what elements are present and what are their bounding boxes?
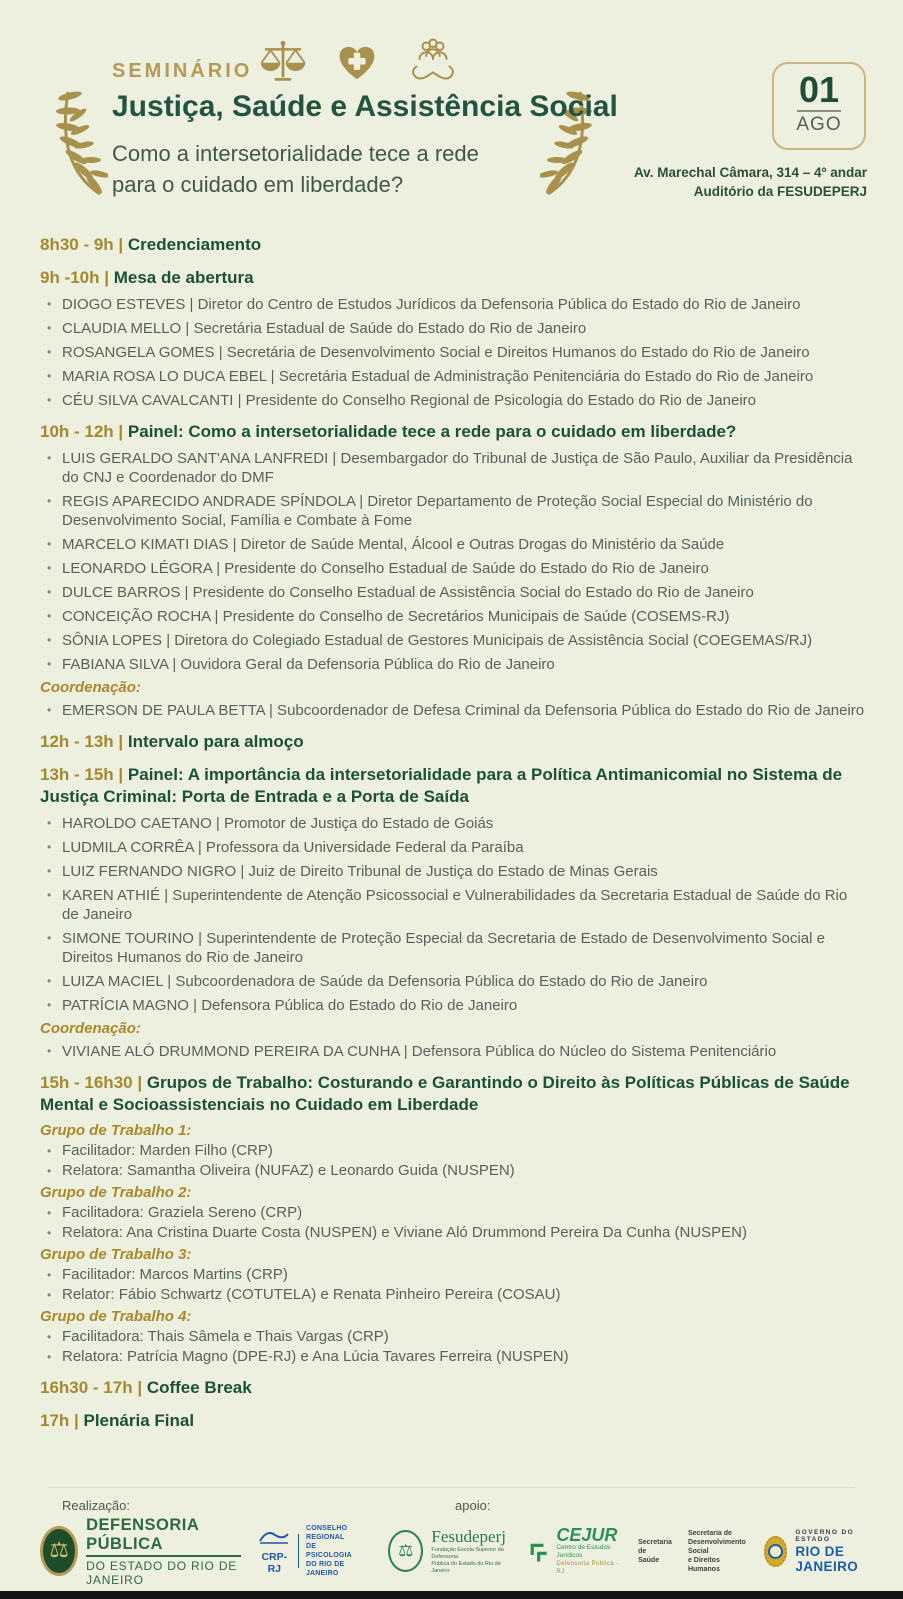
schedule-section-header	[40, 267, 867, 289]
footer-logos	[40, 1515, 879, 1587]
realization-label: Realização:	[62, 1498, 130, 1513]
speaker-item: • DIOGO ESTEVES | Diretor do Centro de Estudos Jurídicos da Defensoria Pública do Estado do Rio de Janeiro	[40, 295, 867, 314]
secretaria-saude-line-1: Secretaria de	[638, 1538, 672, 1555]
date-badge	[772, 62, 866, 150]
speaker-item: • REGIS APARECIDO ANDRADE SPÍNDOLA | Diretor Departamento de Proteção Social Especial do Ministério do Desenvolvimento Social, Família e Combate à Fome	[40, 492, 867, 530]
section-title: Plenária Final	[83, 1411, 195, 1430]
speaker-item: • Relatora: Ana Cristina Duarte Costa (NUSPEN) e Viviane Aló Drummond Pereira Da Cunha (NUSPEN)	[40, 1224, 867, 1242]
cejur-name: CEJUR	[556, 1525, 618, 1545]
speaker-item: • Relatora: Patrícia Magno (DPE-RJ) e Ana Lúcia Tavares Ferreira (NUSPEN)	[40, 1348, 867, 1366]
section-time: 15h - 16h30	[40, 1073, 133, 1092]
crp-line-2: DE PSICOLOGIA	[305, 1543, 352, 1559]
section-title: Grupos de Trabalho: Costurando e Garantindo o Direito às Políticas Públicas de Saúde Mental e Socioassistenciais no Cuidado em Liberdade	[40, 1073, 850, 1114]
fesudeperj-name: Fesudeperj	[431, 1527, 506, 1546]
secretaria-desenv-line-2: Desenvolvimento Social	[687, 1538, 746, 1555]
section-time: 13h - 15h	[40, 765, 114, 784]
schedule-section-header	[40, 1377, 867, 1399]
schedule-section-header	[40, 234, 867, 256]
speaker-item: • FABIANA SILVA | Ouvidora Geral da Defensoria Pública do Rio de Janeiro	[40, 655, 867, 674]
speaker-list	[40, 1204, 867, 1242]
speaker-item: • Facilitadora: Thais Sâmela e Thais Vargas (CRP)	[40, 1328, 867, 1346]
section-title: Painel: Como a intersetorialidade tece a rede para o cuidado em liberdade?	[127, 422, 737, 441]
secretaria-desenv-line-3: e Direitos Humanos	[687, 1556, 720, 1573]
seminar-subtitle	[112, 138, 479, 200]
speaker-item: • LUIZA MACIEL | Subcoordenadora de Saúde da Defensoria Pública do Estado do Rio de Janeiro	[40, 972, 867, 991]
speaker-item: • Facilitador: Marcos Martins (CRP)	[40, 1266, 867, 1284]
subtitle-line-2: para o cuidado em liberdade?	[112, 172, 404, 197]
schedule-section-header	[40, 764, 867, 808]
seminar-kicker: SEMINÁRIO	[112, 60, 253, 82]
speaker-item: • PATRÍCIA MAGNO | Defensora Pública do Estado do Rio de Janeiro	[40, 996, 867, 1015]
speaker-item: • Facilitador: Marden Filho (CRP)	[40, 1142, 867, 1160]
section-title: Mesa de abertura	[113, 268, 254, 287]
defensoria-scales-icon: ⚖	[40, 1526, 78, 1576]
speaker-item: • ROSANGELA GOMES | Secretária de Desenvolvimento Social e Direitos Humanos do Estado do Rio de Janeiro	[40, 343, 867, 362]
bottom-bar	[0, 1591, 903, 1599]
speaker-item: • Relatora: Samantha Oliveira (NUFAZ) e Leonardo Guida (NUSPEN)	[40, 1162, 867, 1180]
speaker-list	[40, 449, 867, 674]
section-separator: |	[113, 422, 128, 441]
secretaria-saude-line-2: Saúde	[638, 1556, 660, 1564]
section-separator: |	[69, 1411, 84, 1430]
defensoria-logo	[40, 1516, 241, 1587]
secretaria-desenv-line-1: Secretaria de	[687, 1529, 732, 1537]
speaker-item: • MARIA ROSA LO DUCA EBEL | Secretária Estadual de Administração Penitenciária do Estado do Rio de Janeiro	[40, 367, 867, 386]
governo-line-1: GOVERNO DO ESTADO	[795, 1528, 855, 1543]
support-label: apoio:	[455, 1498, 491, 1513]
fesudeperj-sub-2: Pública do Estado do Rio de Janeiro	[431, 1561, 501, 1574]
laurel-branch-left-icon	[42, 82, 108, 200]
footer-divider	[48, 1487, 855, 1488]
section-time: 12h - 13h	[40, 732, 114, 751]
crp-acronym: CRP-RJ	[261, 1551, 288, 1575]
speaker-list	[40, 295, 867, 410]
speaker-item: • LUIS GERALDO SANT'ANA LANFREDI | Desembargador do Tribunal de Justiça de São Paulo, Auxiliar da Presidência do CNJ e Coordenador do DMF	[40, 449, 867, 487]
speaker-item: • HAROLDO CAETANO | Promotor de Justiça do Estado de Goiás	[40, 814, 867, 833]
crp-rj-logo	[257, 1524, 358, 1578]
section-separator: |	[132, 1073, 147, 1092]
speaker-item: • VIVIANE ALÓ DRUMMOND PEREIRA DA CUNHA | Defensora Pública do Núcleo do Sistema Penitenciário	[40, 1042, 867, 1061]
speaker-item: • Facilitadora: Graziela Sereno (CRP)	[40, 1204, 867, 1222]
section-title: Intervalo para almoço	[127, 732, 304, 751]
section-time: 17h	[40, 1411, 70, 1430]
work-group-label: Grupo de Trabalho 4:	[40, 1308, 192, 1325]
venue-address	[634, 163, 867, 201]
address-line-2: Auditório da FESUDEPERJ	[693, 184, 867, 199]
section-title: Coffee Break	[146, 1378, 252, 1397]
section-separator: |	[113, 765, 128, 784]
governo-line-2: RIO DE JANEIRO	[795, 1543, 859, 1574]
speaker-list	[40, 701, 867, 720]
section-title: Credenciamento	[127, 235, 262, 254]
speaker-item: • LEONARDO LÉGORA | Presidente do Conselho Estadual de Saúde do Estado do Rio de Janeiro	[40, 559, 867, 578]
section-separator: |	[113, 732, 128, 751]
defensoria-subname: DO ESTADO DO RIO DE JANEIRO	[86, 1558, 238, 1587]
secretaria-desenvolvimento-logo	[688, 1529, 748, 1574]
crp-line-1: CONSELHO REGIONAL	[305, 1525, 348, 1541]
speaker-item: • SIMONE TOURINO | Superintendente de Proteção Especial da Secretaria de Estado de Desenvolvimento Social e Direitos Humanos do Rio de Janeiro	[40, 929, 867, 967]
cejur-logo	[529, 1526, 622, 1576]
speaker-list	[40, 1266, 867, 1304]
speaker-list	[40, 814, 867, 1015]
scales-of-justice-icon	[258, 39, 308, 85]
cejur-bracket-icon	[529, 1538, 548, 1564]
crp-divider	[298, 1534, 299, 1568]
crp-line-3: DO RIO DE JANEIRO	[305, 1561, 345, 1577]
date-day: 01	[798, 69, 840, 110]
address-line-1: Av. Marechal Câmara, 314 – 4º andar	[633, 165, 867, 180]
heart-with-cross-icon	[334, 41, 380, 83]
speaker-item: • DULCE BARROS | Presidente do Conselho Estadual de Assistência Social do Estado do Rio de Janeiro	[40, 583, 867, 602]
speaker-item: • LUIZ FERNANDO NIGRO | Juiz de Direito Tribunal de Justiça do Estado de Minas Gerais	[40, 862, 867, 881]
fesudeperj-sub-1: Fundação Escola Superior da Defensoria	[431, 1547, 504, 1560]
seminar-title: Justiça, Saúde e Assistência Social	[112, 90, 618, 123]
speaker-item: • Relator: Fábio Schwartz (COTUTELA) e Renata Pinheiro Pereira (COSAU)	[40, 1286, 867, 1304]
speaker-item: • MARCELO KIMATI DIAS | Diretor de Saúde Mental, Álcool e Outras Drogas do Ministério da Saúde	[40, 535, 867, 554]
section-time: 9h -10h	[40, 268, 100, 287]
date-month: AGO	[796, 114, 842, 135]
section-time: 10h - 12h	[40, 422, 114, 441]
section-separator: |	[132, 1378, 147, 1397]
speaker-item: • EMERSON DE PAULA BETTA | Subcoordenador de Defesa Criminal da Defensoria Pública do Estado do Rio de Janeiro	[40, 701, 867, 720]
speaker-item: • KAREN ATHIÉ | Superintendente de Atenção Psicossocial e Vulnerabilidades da Secretaria Estadual de Saúde do Rio de Janeiro	[40, 886, 867, 924]
speaker-item: • CONCEIÇÃO ROCHA | Presidente do Conselho de Secretários Municipais de Saúde (COSEMS-RJ)	[40, 607, 867, 626]
speaker-item: • SÔNIA LOPES | Diretora do Colegiado Estadual de Gestores Municipais de Assistência Social (COEGEMAS/RJ)	[40, 631, 867, 650]
fesudeperj-logo	[388, 1527, 513, 1575]
speaker-item: • CÉU SILVA CAVALCANTI | Presidente do Conselho Regional de Psicologia do Estado do Rio de Janeiro	[40, 391, 867, 410]
coordination-label: Coordenação:	[40, 679, 141, 696]
schedule-section-header	[40, 421, 867, 443]
defensoria-name: DEFENSORIA PÚBLICA	[86, 1516, 241, 1557]
section-time: 16h30 - 17h	[40, 1378, 133, 1397]
section-time: 8h30 - 9h	[40, 235, 114, 254]
speaker-list	[40, 1142, 867, 1180]
section-separator: |	[99, 268, 114, 287]
speaker-list	[40, 1042, 867, 1061]
coordination-label: Coordenação:	[40, 1020, 141, 1037]
work-group-label: Grupo de Trabalho 3:	[40, 1246, 192, 1263]
schedule-section-header	[40, 1072, 867, 1116]
speaker-item: • LUDMILA CORRÊA | Professora da Universidade Federal da Paraíba	[40, 838, 867, 857]
work-group-label: Grupo de Trabalho 2:	[40, 1184, 192, 1201]
section-title: Painel: A importância da intersetorialidade para a Política Antimanicomial no Sistema de Justiça Criminal: Porta de Entrada e a Porta de Saída	[40, 765, 843, 806]
schedule	[40, 234, 867, 1438]
speaker-list	[40, 1328, 867, 1366]
date-divider	[797, 110, 841, 112]
theme-icons	[258, 38, 460, 86]
cejur-sub-2: Defensoria Pública - RJ	[556, 1561, 619, 1575]
governo-crest-icon	[764, 1536, 788, 1567]
work-group-label: Grupo de Trabalho 1:	[40, 1122, 192, 1139]
schedule-section-header	[40, 731, 867, 753]
schedule-section-header	[40, 1410, 867, 1432]
section-separator: |	[113, 235, 128, 254]
secretaria-saude-logo	[638, 1538, 672, 1565]
governo-rj-logo	[764, 1529, 879, 1574]
subtitle-line-1: Como a intersetorialidade tece a rede	[112, 141, 479, 166]
crp-swoosh-icon	[257, 1527, 291, 1545]
speaker-item: • CLAUDIA MELLO | Secretária Estadual de Saúde do Estado do Rio de Janeiro	[40, 319, 867, 338]
hands-holding-people-icon	[406, 38, 460, 86]
fesudeperj-scales-icon: ⚖	[388, 1530, 423, 1572]
cejur-sub-1: Centro de Estudos Jurídicos	[556, 1544, 611, 1559]
